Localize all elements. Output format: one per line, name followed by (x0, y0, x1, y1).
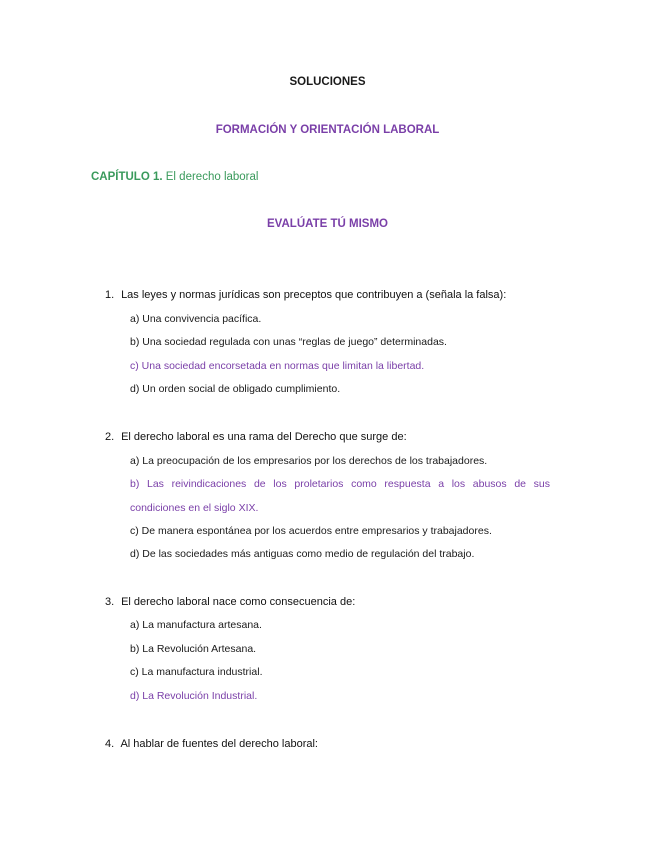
question-text: Las leyes y normas jurídicas son preceptos que contribuyen a (señala la falsa): (121, 289, 507, 301)
option-2b-continuation: condiciones en el siglo XIX. (130, 502, 259, 514)
subject-heading: FORMACIÓN Y ORIENTACIÓN LABORAL (215, 124, 440, 136)
chapter-label: CAPÍTULO 1. (91, 171, 163, 183)
option-3b: b) La Revolución Artesana. (130, 643, 257, 655)
option-1b: b) Una sociedad regulada con unas “reglas de juego” determinadas. (130, 336, 447, 348)
option-2a: a) La preocupación de los empresarios por los derechos de los trabajadores. (130, 455, 488, 467)
option-1a: a) Una convivencia pacífica. (130, 313, 262, 325)
question-number: 1. (105, 289, 115, 301)
question-1 (105, 289, 506, 301)
question-number: 2. (105, 431, 115, 443)
option-2c: c) De manera espontánea por los acuerdos entre empresarios y trabajadores. (130, 525, 492, 537)
option-3c: c) La manufactura industrial. (130, 666, 263, 678)
chapter-heading (91, 171, 258, 183)
question-text: El derecho laboral es una rama del Derecho que surge de: (121, 431, 407, 443)
chapter-name: El derecho laboral (165, 171, 259, 183)
option-2b-correct: b) Las reivindicaciones de los proletarios como respuesta a los abusos de sus (130, 478, 550, 490)
option-3d-correct: d) La Revolución Industrial. (130, 690, 258, 702)
option-3a: a) La manufactura artesana. (130, 619, 262, 631)
option-1c-correct: c) Una sociedad encorsetada en normas que limitan la libertad. (130, 360, 425, 372)
question-text: Al hablar de fuentes del derecho laboral: (120, 738, 318, 750)
option-1d: d) Un orden social de obligado cumplimiento. (130, 383, 341, 395)
question-2 (105, 431, 407, 443)
question-number: 3. (105, 596, 115, 608)
section-heading: EVALÚATE TÚ MISMO (267, 218, 388, 230)
option-2d: d) De las sociedades más antiguas como medio de regulación del trabajo. (130, 548, 475, 560)
document-title: SOLUCIONES (289, 76, 366, 88)
question-text: El derecho laboral nace como consecuencia de: (121, 596, 356, 608)
question-3 (105, 596, 355, 608)
question-4 (105, 738, 318, 750)
question-number: 4. (105, 738, 115, 750)
